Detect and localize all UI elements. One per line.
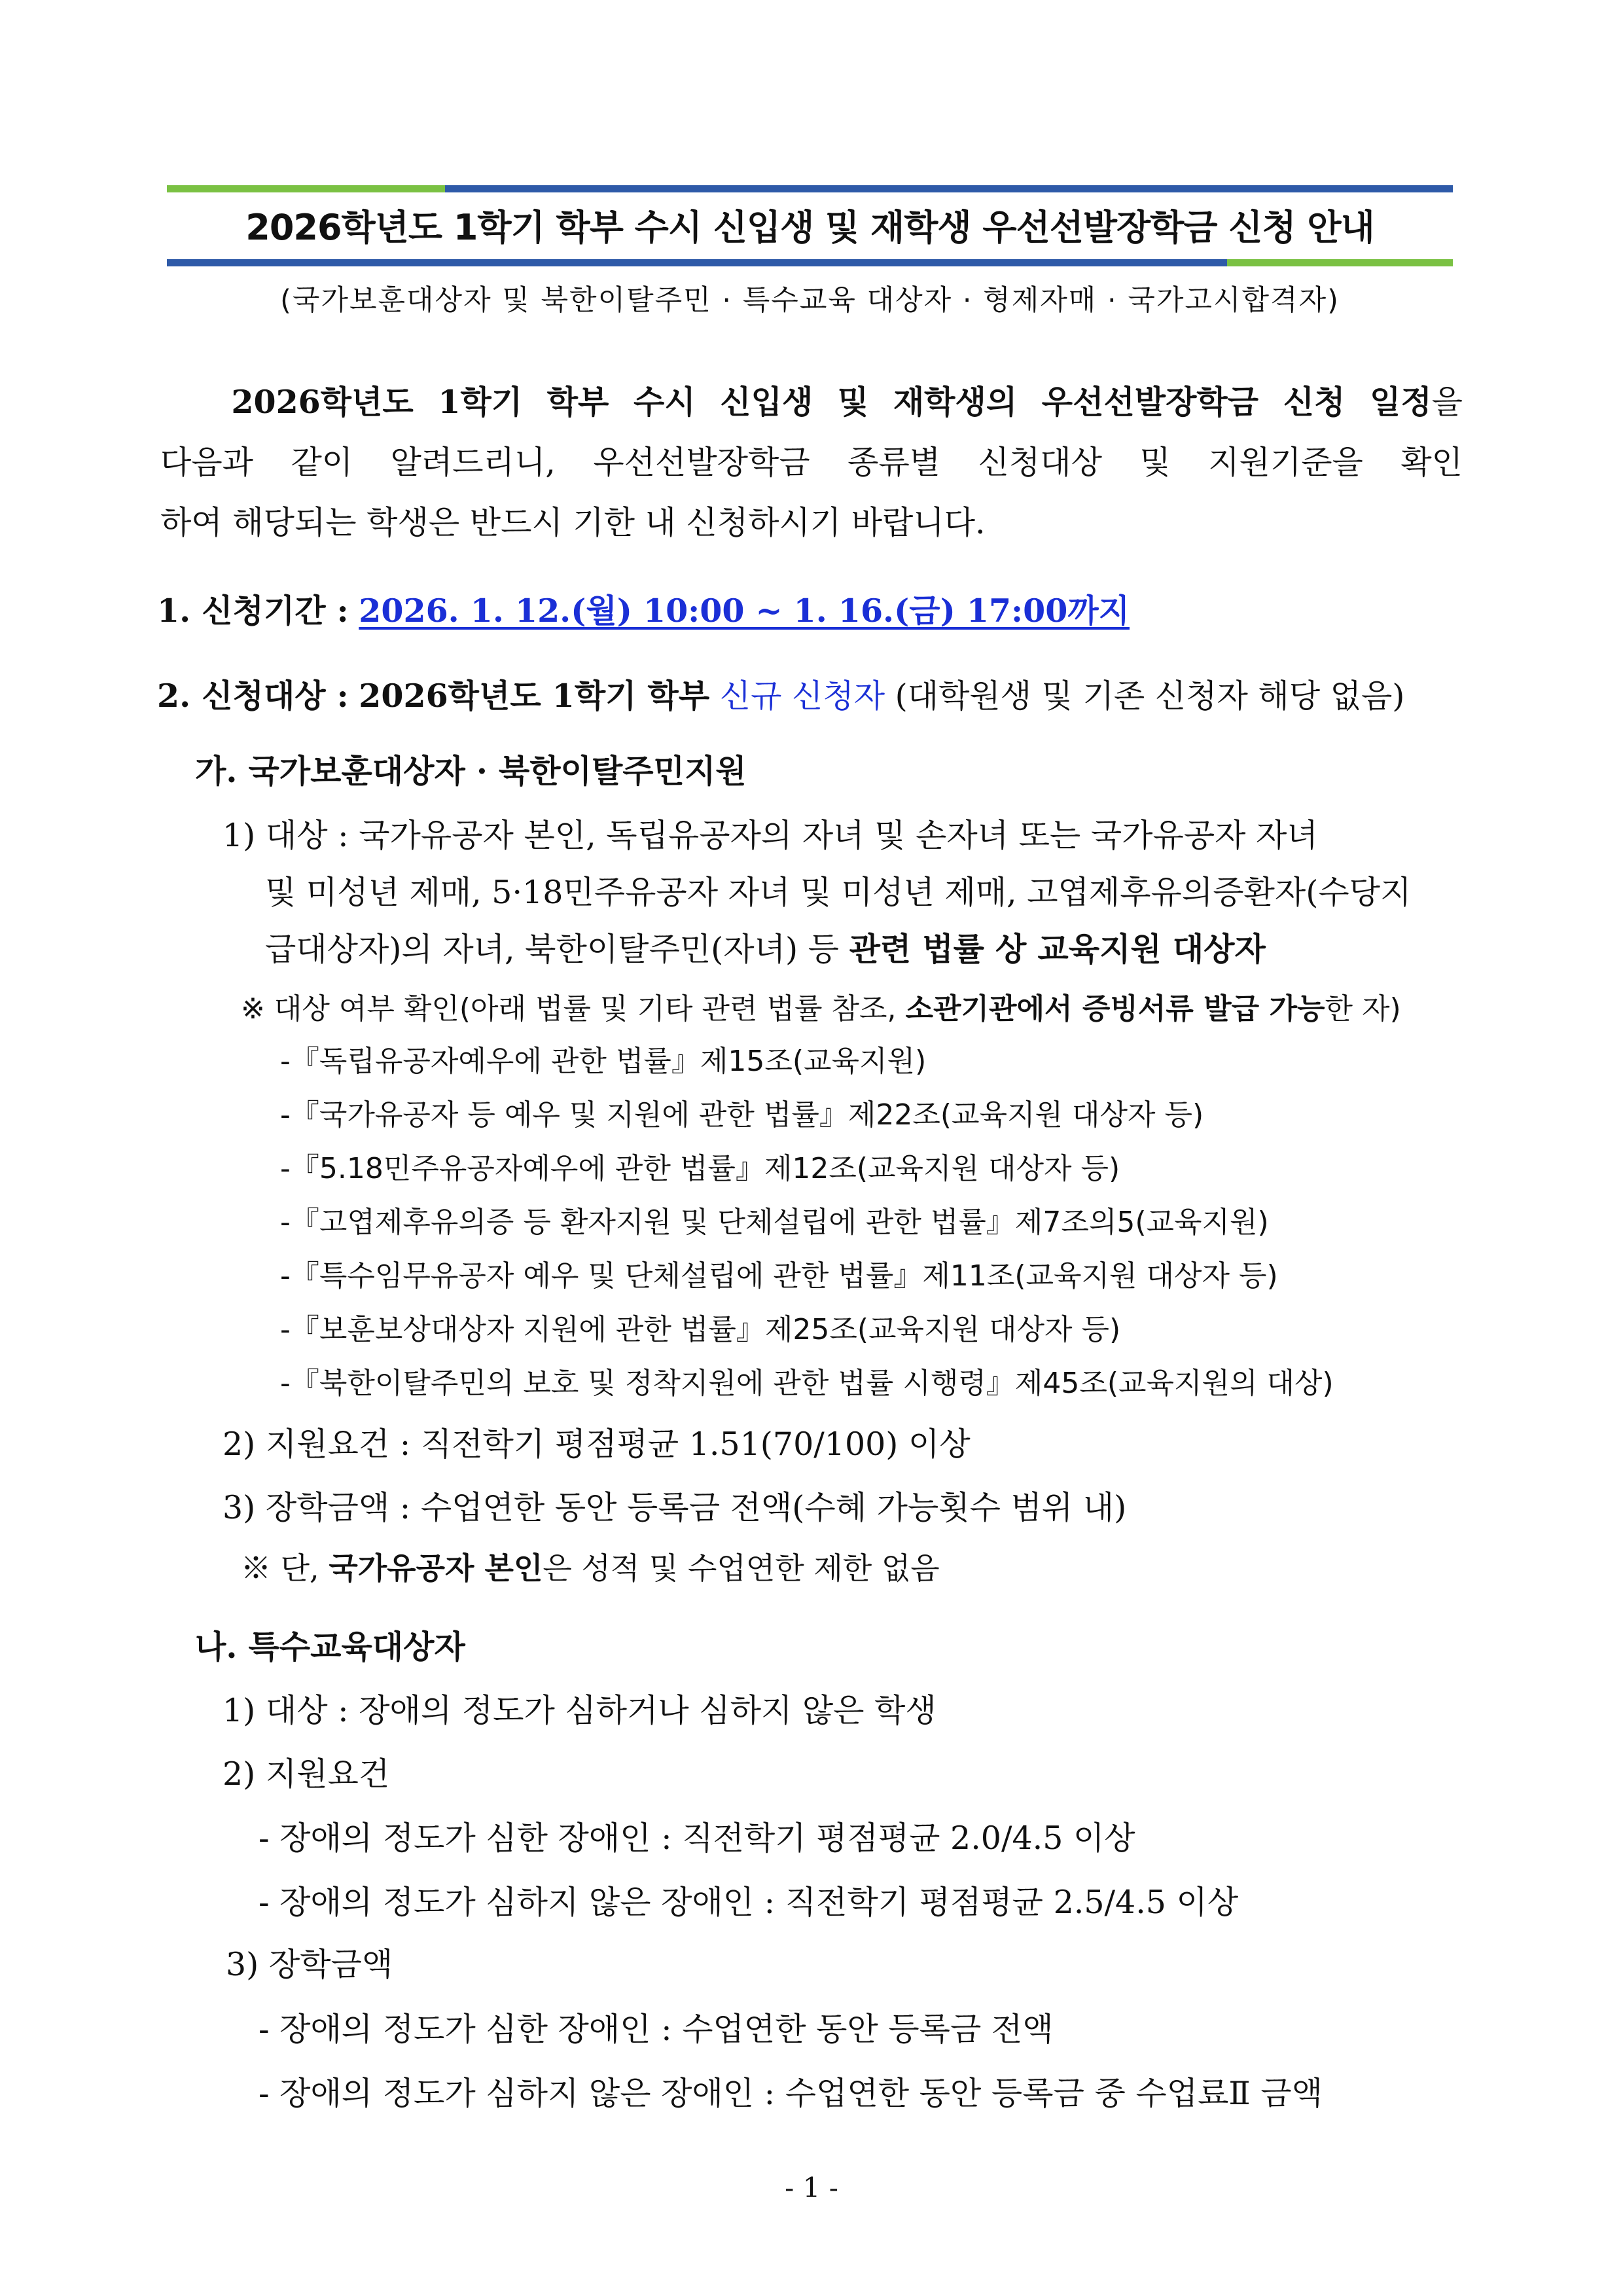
note-text-a: ※ 대상 여부 확인(아래 법률 및 기타 관련 법률 참조, xyxy=(241,992,897,1026)
title-bottom-bar-green xyxy=(1227,259,1453,266)
part-na-requirement-1: - 장애의 정도가 심한 장애인 : 직전학기 평점평균 2.0/4.5 이상 xyxy=(259,1820,1135,1857)
title-top-bar-blue xyxy=(445,185,1453,192)
part-na-target: 1) 대상 : 장애의 정도가 심하거나 심하지 않은 학생 xyxy=(223,1692,936,1729)
application-period: 2026. 1. 12.(월) 10:00 ~ 1. 16.(금) 17:00까지 xyxy=(359,592,1130,630)
intro-line-1 xyxy=(160,372,1463,433)
intro-line1-tail: 을 xyxy=(1431,384,1463,421)
note2-bold: 국가유공자 본인 xyxy=(329,1551,543,1586)
section-2-label: 2. 신청대상 : xyxy=(157,677,349,715)
part-na-amount-2: - 장애의 정도가 심하지 않은 장애인 : 수업연한 동안 등록금 중 수업료Ⅱ 금액 xyxy=(259,2075,1323,2112)
intro-bold-lead: 2026학년도 1학기 학부 수시 신입생 및 재학생의 우선선발장학금 신청 일정 xyxy=(231,383,1432,421)
target-line3-text: 급대상자)의 자녀, 북한이탈주민(자녀) 등 xyxy=(265,931,839,968)
note2-text-a: ※ 단, xyxy=(241,1551,319,1586)
title-bottom-bar-blue xyxy=(167,259,1227,266)
law-item: -『국가유공자 등 예우 및 지원에 관한 법률』제22조(교육지원 대상자 등) xyxy=(280,1098,1204,1132)
note-bold: 소관기관에서 증빙서류 발급 가능 xyxy=(905,992,1325,1026)
page-subtitle: (국가보훈대상자 및 북한이탈주민 · 특수교육 대상자 · 형제자매 · 국가고시합격자) xyxy=(280,284,1340,317)
part-ga-amount: 3) 장학금액 : 수업연한 동안 등록금 전액(수혜 가능횟수 범위 내) xyxy=(223,1489,1127,1526)
target-line3-bold: 관련 법률 상 교육지원 대상자 xyxy=(849,930,1266,968)
part-na-heading: 나. 특수교육대상자 xyxy=(195,1628,465,1666)
part-ga-target-line-2: 및 미성년 제매, 5·18민주유공자 자녀 및 미성년 제매, 고엽제후유의증환자(수당지 xyxy=(265,874,1412,911)
intro-line-2: 다음과 같이 알려드리니, 우선선발장학금 종류별 신청대상 및 지원기준을 확인 xyxy=(160,444,1463,481)
part-ga-note-2 xyxy=(241,1545,940,1588)
law-item: -『북한이탈주민의 보호 및 정착지원에 관한 법률 시행령』제45조(교육지원의 대상) xyxy=(280,1367,1334,1400)
part-ga-heading: 가. 국가보훈대상자 · 북한이탈주민지원 xyxy=(195,752,747,790)
page-title: 2026학년도 1학기 학부 수시 신입생 및 재학생 우선선발장학금 신청 안내 xyxy=(245,207,1374,248)
title-top-bar-green xyxy=(167,185,445,192)
law-item: -『5.18민주유공자예우에 관한 법률』제12조(교육지원 대상자 등) xyxy=(280,1152,1120,1185)
note2-text-b: 은 성적 및 수업연한 제한 없음 xyxy=(543,1551,940,1586)
intro-line-3: 하여 해당되는 학생은 반드시 기한 내 신청하시기 바랍니다. xyxy=(160,504,986,541)
law-item: -『보훈보상대상자 지원에 관한 법률』제25조(교육지원 대상자 등) xyxy=(280,1313,1121,1346)
part-na-requirement-2: - 장애의 정도가 심하지 않은 장애인 : 직전학기 평점평균 2.5/4.5 이상 xyxy=(259,1884,1239,1921)
section-2-highlight: 신규 신청자 xyxy=(719,677,885,715)
section-1-label: 1. 신청기간 : xyxy=(157,592,349,630)
part-ga-requirement: 2) 지원요건 : 직전학기 평점평균 1.51(70/100) 이상 xyxy=(223,1426,971,1463)
part-na-requirement-title: 2) 지원요건 xyxy=(223,1755,390,1793)
note-text-b: 한 자) xyxy=(1325,992,1401,1026)
section-2-target xyxy=(157,671,1404,717)
law-item: -『독립유공자예우에 관한 법률』제15조(교육지원) xyxy=(280,1045,927,1078)
law-item: -『고엽제후유의증 등 환자지원 및 단체설립에 관한 법률』제7조의5(교육지원) xyxy=(280,1206,1269,1239)
part-ga-target-line-3 xyxy=(265,924,1266,970)
section-2-text-b: (대학원생 및 기존 신청자 해당 없음) xyxy=(895,677,1405,715)
part-na-amount-1: - 장애의 정도가 심한 장애인 : 수업연한 동안 등록금 전액 xyxy=(259,2011,1054,2048)
section-1-period xyxy=(157,586,1130,632)
page-number: - 1 - xyxy=(785,2172,838,2204)
intro-paragraph xyxy=(160,372,1463,553)
part-na-amount-title: 3) 장학금액 xyxy=(226,1946,393,1983)
law-item: -『특수임무유공자 예우 및 단체설립에 관한 법률』제11조(교육지원 대상자 등) xyxy=(280,1259,1278,1293)
section-2-text-a: 2026학년도 1학기 학부 xyxy=(359,677,710,715)
part-ga-target-line-1: 1) 대상 : 국가유공자 본인, 독립유공자의 자녀 및 손자녀 또는 국가유공자 자녀 xyxy=(223,817,1318,854)
part-ga-note xyxy=(241,985,1401,1027)
